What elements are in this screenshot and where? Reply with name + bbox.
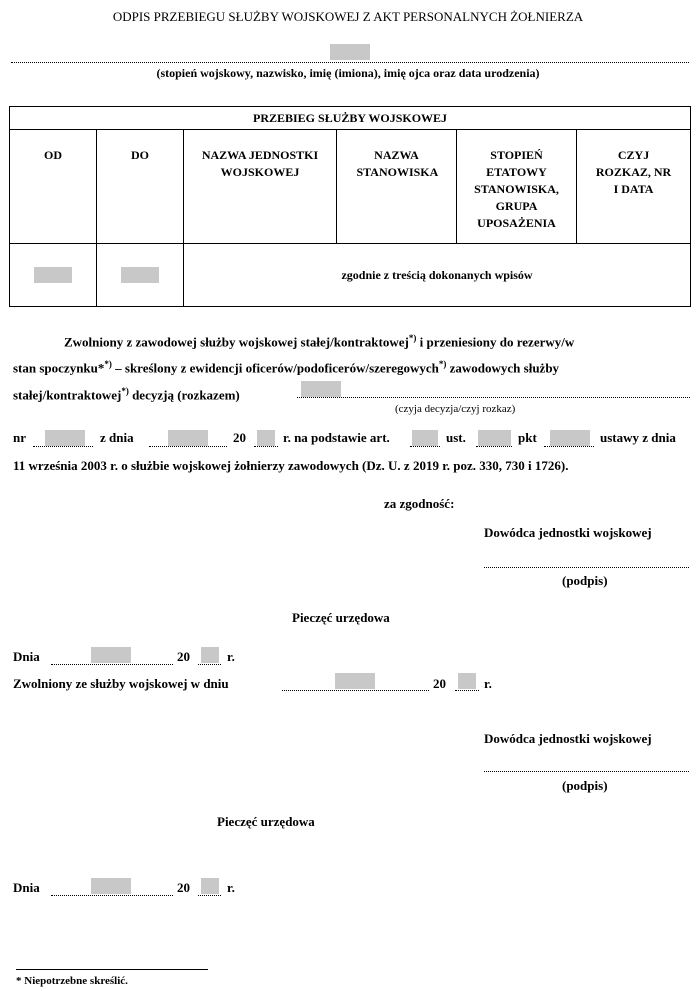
released-on-label: Zwolniony ze służby wojskowej w dniu: [13, 676, 229, 691]
art-line: [410, 446, 440, 447]
col-do: DO: [97, 130, 184, 244]
row-note: zgodnie z treścią dokonanych wpisów: [184, 244, 691, 307]
nr-line: [33, 446, 93, 447]
released-year-field[interactable]: [458, 673, 476, 689]
col-order: CZYJ ROZKAZ, NR I DATA: [577, 130, 691, 244]
released-r: r.: [484, 676, 492, 691]
year-field[interactable]: [257, 430, 275, 446]
signature-line[interactable]: [484, 567, 689, 568]
dnia-r: r.: [227, 649, 235, 664]
release-paragraph: Zwolniony z zawodowej służby wojskowej stałej/kontraktowej*) i przeniesiony do rezerwy/w stan spoczynku**) – skreślony z ewidencji oficerów/podoficerów/szeregowych*) zawodowych służby stałej/kontraktowej*) decyzją (rozkazem): [13, 333, 575, 402]
art-field[interactable]: [412, 430, 438, 446]
dnia-label: Dnia: [13, 649, 40, 664]
dnia-year-prefix: 20: [177, 649, 190, 664]
dnia-label-2: Dnia: [13, 880, 40, 895]
col-od: OD: [10, 130, 97, 244]
dnia-year-prefix-2: 20: [177, 880, 190, 895]
basis-label: r. na podstawie art.: [283, 430, 390, 445]
za-zgodnosc: za zgodność:: [384, 496, 455, 511]
decision-field[interactable]: [301, 381, 341, 397]
od-field[interactable]: [34, 267, 72, 283]
col-unit-name: NAZWA JEDNOSTKI WOJSKOWEJ: [184, 130, 337, 244]
cell-od[interactable]: [10, 244, 97, 307]
table-header: PRZEBIEG SŁUŻBY WOJSKOWEJ: [10, 107, 691, 130]
dnia-year-line-2: [198, 895, 221, 896]
released-date-line: [282, 690, 429, 691]
pkt-line: [544, 446, 594, 447]
dnia-date-field-2[interactable]: [91, 878, 131, 894]
dnia-date-line-2: [51, 895, 173, 896]
date-line: [149, 446, 227, 447]
ustawy-label: ustawy z dnia: [600, 430, 676, 445]
dnia-year-line: [198, 664, 221, 665]
col-position-name: NAZWA STANOWISKA: [337, 130, 457, 244]
pkt-label: pkt: [518, 430, 537, 445]
dnia-year-field[interactable]: [201, 647, 219, 663]
do-field[interactable]: [121, 267, 159, 283]
ust-line: [476, 446, 512, 447]
signature-line-2[interactable]: [484, 771, 689, 772]
ust-label: ust.: [446, 430, 466, 445]
document-title: ODPIS PRZEBIEGU SŁUŻBY WOJSKOWEJ Z AKT PERSONALNYCH ŻOŁNIERZA: [112, 9, 584, 24]
dnia-r-2: r.: [227, 880, 235, 895]
law-reference: 11 września 2003 r. o służbie wojskowej żołnierzy zawodowych (Dz. U. z 2019 r. poz. 330, 730 i 1726).: [13, 458, 569, 473]
official-stamp-label-2: Pieczęć urzędowa: [217, 814, 315, 829]
pkt-field[interactable]: [550, 430, 590, 446]
signature-caption: (podpis): [562, 573, 608, 588]
z-dnia-label: z dnia: [100, 430, 134, 445]
year-prefix: 20: [233, 430, 246, 445]
commander-label-2: Dowódca jednostki wojskowej: [484, 731, 652, 746]
personal-data-field[interactable]: [330, 44, 370, 60]
date-field[interactable]: [168, 430, 208, 446]
released-date-field[interactable]: [335, 673, 375, 689]
service-table: [9, 106, 691, 307]
year-line: [254, 446, 278, 447]
personal-data-line: [11, 62, 689, 63]
footnote: * Niepotrzebne skreślić.: [16, 975, 128, 987]
dnia-year-field-2[interactable]: [201, 878, 219, 894]
decision-line: [297, 397, 690, 398]
nr-label: nr: [13, 430, 26, 445]
released-year-line: [455, 690, 479, 691]
col-rank-group: STOPIEŃ ETATOWY STANOWISKA, GRUPA UPOSAŻENIA: [457, 130, 577, 244]
commander-label: Dowódca jednostki wojskowej: [484, 525, 652, 540]
cell-do[interactable]: [97, 244, 184, 307]
dnia-date-field[interactable]: [91, 647, 131, 663]
released-year-prefix: 20: [433, 676, 446, 691]
signature-caption-2: (podpis): [562, 778, 608, 793]
footnote-rule: [16, 969, 208, 970]
dnia-date-line: [51, 664, 173, 665]
official-stamp-label: Pieczęć urzędowa: [292, 610, 390, 625]
ust-field[interactable]: [478, 430, 511, 446]
decision-caption: (czyja decyzja/czyj rozkaz): [395, 403, 516, 415]
nr-field[interactable]: [45, 430, 85, 446]
personal-data-caption: (stopień wojskowy, nazwisko, imię (imiona), imię ojca oraz data urodzenia): [156, 66, 540, 80]
